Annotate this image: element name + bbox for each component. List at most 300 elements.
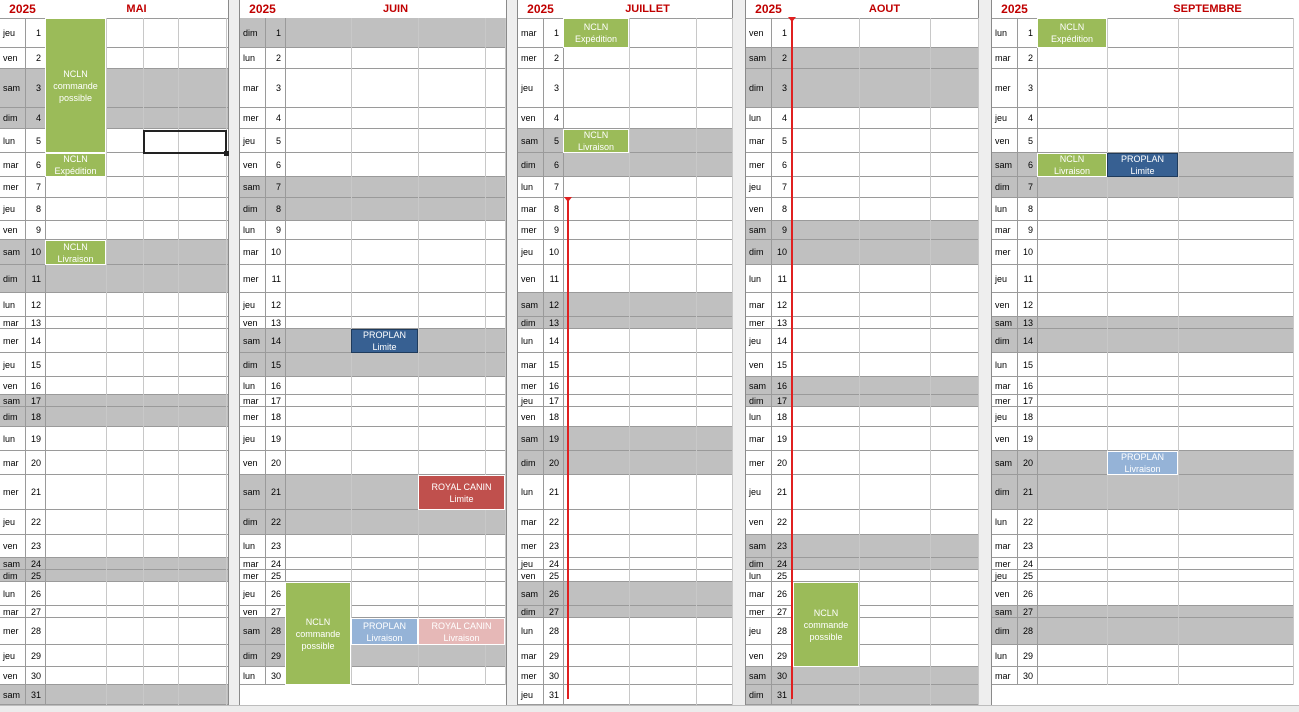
weekday-label: mar xyxy=(995,380,1011,391)
weekday-label: sam xyxy=(995,159,1013,170)
day-row[interactable] xyxy=(0,510,228,535)
day-number: 8 xyxy=(553,204,559,214)
day-number: 23 xyxy=(1022,541,1033,551)
weekday-label: dim xyxy=(521,457,536,468)
day-row[interactable] xyxy=(0,618,228,645)
day-row[interactable] xyxy=(518,451,732,475)
month-separator xyxy=(732,0,746,711)
day-row[interactable] xyxy=(0,177,228,198)
day-row[interactable] xyxy=(746,177,978,198)
grid-column-line xyxy=(1017,18,1018,685)
calendar-event[interactable] xyxy=(418,475,505,510)
day-row[interactable] xyxy=(0,240,228,265)
day-row[interactable] xyxy=(0,407,228,427)
day-row[interactable] xyxy=(746,353,978,377)
day-number: 6 xyxy=(35,159,41,170)
calendar-event[interactable] xyxy=(1107,451,1178,475)
day-number: 1 xyxy=(35,27,41,38)
weekday-label: ven xyxy=(3,670,18,681)
weekday-label: jeu xyxy=(3,359,16,370)
day-number: 4 xyxy=(781,113,787,123)
day-row[interactable] xyxy=(518,69,732,108)
day-row[interactable] xyxy=(518,329,732,353)
month-name: JUIN xyxy=(382,3,409,15)
day-number: 6 xyxy=(275,159,281,170)
day-number: 13 xyxy=(548,317,559,328)
day-number: 16 xyxy=(548,380,559,391)
weekday-label: ven xyxy=(521,113,536,123)
day-row[interactable] xyxy=(240,108,506,129)
month-mai xyxy=(0,0,228,711)
weekday-label: sam xyxy=(521,588,539,599)
day-row[interactable] xyxy=(746,221,978,240)
day-number: 24 xyxy=(30,558,41,569)
calendar-event[interactable] xyxy=(563,129,629,153)
day-number: 6 xyxy=(553,159,559,170)
day-row[interactable] xyxy=(518,606,732,618)
fill-handle[interactable] xyxy=(224,151,229,156)
day-row[interactable] xyxy=(518,618,732,645)
calendar-event[interactable] xyxy=(1037,18,1107,48)
day-row[interactable] xyxy=(0,353,228,377)
grid-column-line xyxy=(696,18,697,705)
day-row[interactable] xyxy=(518,353,732,377)
day-row[interactable] xyxy=(746,645,978,667)
calendar-event[interactable] xyxy=(563,18,629,48)
day-number: 9 xyxy=(35,225,41,235)
day-row[interactable] xyxy=(746,377,978,395)
day-row[interactable] xyxy=(240,535,506,558)
day-number: 22 xyxy=(776,517,787,527)
weekday-label: lun xyxy=(995,359,1008,370)
day-number: 27 xyxy=(548,606,559,617)
weekday-label: mer xyxy=(749,159,765,170)
day-row[interactable] xyxy=(0,377,228,395)
day-number: 7 xyxy=(553,182,559,192)
day-row[interactable] xyxy=(746,570,978,582)
grid-column-line xyxy=(978,18,979,705)
weekday-label: mer xyxy=(995,558,1011,569)
calendar-event[interactable] xyxy=(351,329,418,353)
day-row[interactable] xyxy=(240,153,506,177)
weekday-label: sam xyxy=(749,53,767,63)
event-label-line: Livraison xyxy=(366,632,403,643)
day-number: 11 xyxy=(271,273,281,284)
weekday-label: sam xyxy=(749,225,767,235)
day-row[interactable] xyxy=(240,221,506,240)
day-number: 29 xyxy=(30,650,41,661)
day-number: 12 xyxy=(1022,299,1033,310)
weekday-label: mer xyxy=(243,411,259,422)
day-row[interactable] xyxy=(240,240,506,265)
weekday-label: mer xyxy=(243,570,259,581)
day-row[interactable] xyxy=(746,535,978,558)
day-number: 12 xyxy=(776,299,787,310)
weekday-label: sam xyxy=(521,433,539,444)
day-row[interactable] xyxy=(746,685,978,705)
day-row[interactable] xyxy=(240,317,506,329)
day-row[interactable] xyxy=(240,69,506,108)
day-number: 10 xyxy=(548,247,559,257)
day-row[interactable] xyxy=(518,221,732,240)
day-number: 13 xyxy=(270,317,281,328)
day-row[interactable] xyxy=(0,685,228,705)
day-number: 19 xyxy=(548,433,559,444)
day-row[interactable] xyxy=(746,558,978,570)
day-row[interactable] xyxy=(518,177,732,198)
weekday-label: ven xyxy=(995,299,1010,310)
day-number: 23 xyxy=(548,541,559,551)
day-number: 8 xyxy=(781,204,787,214)
weekday-label: mer xyxy=(243,113,259,123)
day-number: 27 xyxy=(776,606,787,617)
calendar-event[interactable] xyxy=(45,240,106,265)
today-marker xyxy=(567,198,569,699)
day-row[interactable] xyxy=(746,293,978,317)
day-row[interactable] xyxy=(746,265,978,293)
day-row[interactable] xyxy=(746,317,978,329)
day-row[interactable] xyxy=(518,240,732,265)
day-row[interactable] xyxy=(518,293,732,317)
day-row[interactable] xyxy=(240,645,506,667)
day-number: 29 xyxy=(776,650,787,661)
day-row[interactable] xyxy=(746,667,978,685)
day-row[interactable] xyxy=(0,570,228,582)
day-row[interactable] xyxy=(0,427,228,451)
day-row[interactable] xyxy=(240,265,506,293)
day-row[interactable] xyxy=(746,510,978,535)
day-number: 9 xyxy=(275,225,281,235)
day-number: 28 xyxy=(270,626,281,636)
day-row[interactable] xyxy=(0,558,228,570)
day-number: 20 xyxy=(776,457,787,468)
day-row[interactable] xyxy=(0,153,228,177)
weekday-label: mar xyxy=(521,204,537,214)
event-label-line: PROPLAN xyxy=(1120,452,1164,462)
day-number: 5 xyxy=(35,135,41,146)
weekday-label: jeu xyxy=(521,83,534,93)
event-label-line: PROPLAN xyxy=(1120,154,1164,164)
day-row[interactable] xyxy=(518,558,732,570)
day-row[interactable] xyxy=(0,395,228,407)
day-number: 26 xyxy=(1022,588,1033,599)
day-row[interactable] xyxy=(746,606,978,618)
day-row[interactable] xyxy=(746,395,978,407)
month-header xyxy=(240,0,506,19)
day-row[interactable] xyxy=(518,48,732,69)
event-label-line: PROPLAN xyxy=(362,620,406,631)
day-row[interactable] xyxy=(518,265,732,293)
weekday-label: jeu xyxy=(3,27,16,38)
day-number: 1 xyxy=(553,27,559,38)
day-row[interactable] xyxy=(746,48,978,69)
day-row[interactable] xyxy=(746,475,978,510)
day-row[interactable] xyxy=(0,582,228,606)
weekday-label: jeu xyxy=(3,650,16,661)
weekday-label: lun xyxy=(749,411,762,422)
grid-column-line xyxy=(505,18,506,685)
day-number: 12 xyxy=(548,299,559,310)
day-row[interactable] xyxy=(518,153,732,177)
day-number: 2 xyxy=(1027,53,1033,63)
day-number: 14 xyxy=(776,335,787,346)
month-separator xyxy=(228,0,240,711)
day-row[interactable] xyxy=(0,645,228,667)
day-number: 6 xyxy=(1027,159,1033,170)
weekday-label: sam xyxy=(749,541,767,551)
weekday-label: sam xyxy=(243,182,261,192)
day-number: 25 xyxy=(548,570,559,581)
weekday-label: sam xyxy=(3,83,21,93)
weekday-label: ven xyxy=(3,225,18,235)
day-row[interactable] xyxy=(240,377,506,395)
day-number: 20 xyxy=(548,457,559,468)
day-row[interactable] xyxy=(746,329,978,353)
day-row[interactable] xyxy=(518,645,732,667)
event-label-line: Livraison xyxy=(443,632,480,643)
day-row[interactable] xyxy=(518,108,732,129)
weekday-label: sam xyxy=(243,626,261,636)
event-label-line: Livraison xyxy=(57,253,94,264)
day-row[interactable] xyxy=(240,510,506,535)
month-separator xyxy=(978,0,992,711)
day-number: 15 xyxy=(30,359,41,370)
grid-column-line xyxy=(178,18,179,705)
day-row[interactable] xyxy=(240,582,506,606)
day-row[interactable] xyxy=(0,317,228,329)
weekday-label: mar xyxy=(521,650,537,661)
day-row[interactable] xyxy=(746,582,978,606)
day-number: 5 xyxy=(781,135,787,146)
day-row[interactable] xyxy=(240,353,506,377)
weekday-label: mer xyxy=(3,626,19,636)
event-label-line: ROYAL CANIN xyxy=(431,620,492,631)
day-row[interactable] xyxy=(518,198,732,221)
weekday-label: mer xyxy=(995,247,1011,257)
event-label-line: Livraison xyxy=(577,142,615,152)
month-header xyxy=(992,0,1293,19)
day-number: 30 xyxy=(30,670,41,681)
weekday-label: jeu xyxy=(3,204,16,214)
weekday-label: jeu xyxy=(243,433,256,444)
weekday-label: sam xyxy=(521,135,539,146)
weekday-label: lun xyxy=(995,204,1008,214)
weekday-label: ven xyxy=(995,588,1010,599)
weekday-label: mar xyxy=(995,225,1011,235)
day-row[interactable] xyxy=(746,198,978,221)
day-number: 20 xyxy=(30,457,41,468)
day-row[interactable] xyxy=(240,451,506,475)
weekday-label: dim xyxy=(3,570,18,581)
weekday-label: mar xyxy=(243,558,259,569)
day-row[interactable] xyxy=(746,618,978,645)
day-number: 21 xyxy=(776,487,787,497)
day-row[interactable] xyxy=(240,667,506,685)
weekday-label: mar xyxy=(3,606,19,617)
weekday-label: jeu xyxy=(521,247,534,257)
day-row[interactable] xyxy=(518,475,732,510)
weekday-label: mer xyxy=(243,273,259,284)
day-row[interactable] xyxy=(240,198,506,221)
weekday-label: dim xyxy=(995,487,1010,497)
weekday-label: jeu xyxy=(749,487,762,497)
event-label-line: commande xyxy=(295,628,341,639)
day-number: 27 xyxy=(270,606,281,617)
day-row[interactable] xyxy=(518,582,732,606)
day-number: 15 xyxy=(548,359,559,370)
weekday-label: ven xyxy=(243,457,258,468)
day-row[interactable] xyxy=(0,48,228,69)
day-row[interactable] xyxy=(746,129,978,153)
weekday-label: lun xyxy=(3,299,16,310)
day-number: 27 xyxy=(30,606,41,617)
day-number: 18 xyxy=(776,411,787,422)
weekday-label: lun xyxy=(3,433,16,444)
weekday-label: dim xyxy=(521,317,536,328)
day-number: 30 xyxy=(270,670,281,681)
weekday-label: mar xyxy=(749,135,765,146)
day-number: 19 xyxy=(30,433,41,444)
day-row[interactable] xyxy=(746,407,978,427)
weekday-label: mar xyxy=(995,541,1011,551)
day-number: 28 xyxy=(1022,626,1033,636)
day-number: 10 xyxy=(270,247,281,257)
day-row[interactable] xyxy=(518,317,732,329)
day-row[interactable] xyxy=(518,570,732,582)
weekday-label: dim xyxy=(749,247,764,257)
day-number: 29 xyxy=(1022,650,1033,661)
weekday-label: dim xyxy=(995,626,1010,636)
weekday-label: mer xyxy=(749,606,765,617)
day-row[interactable] xyxy=(240,293,506,317)
day-row[interactable] xyxy=(240,427,506,451)
weekday-label: mer xyxy=(521,541,537,551)
day-number: 26 xyxy=(548,588,559,599)
weekday-label: jeu xyxy=(995,570,1008,581)
month-name: SEPTEMBRE xyxy=(1173,3,1242,15)
day-number: 25 xyxy=(1022,570,1033,581)
day-row[interactable] xyxy=(240,129,506,153)
day-number: 2 xyxy=(781,53,787,63)
day-row[interactable] xyxy=(0,198,228,221)
day-number: 4 xyxy=(1027,113,1033,123)
day-row[interactable] xyxy=(518,395,732,407)
day-row[interactable] xyxy=(240,606,506,618)
day-row[interactable] xyxy=(240,48,506,69)
day-row[interactable] xyxy=(240,558,506,570)
weekday-label: dim xyxy=(995,335,1010,346)
day-number: 27 xyxy=(1022,606,1033,617)
day-row[interactable] xyxy=(0,535,228,558)
weekday-label: jeu xyxy=(749,335,762,346)
event-label-line: NCLN xyxy=(1059,154,1085,164)
day-row[interactable] xyxy=(746,240,978,265)
day-row[interactable] xyxy=(518,510,732,535)
event-label-line: NCLN xyxy=(813,607,839,618)
day-number: 13 xyxy=(30,317,41,328)
day-row[interactable] xyxy=(240,177,506,198)
weekday-label: mer xyxy=(3,182,19,192)
day-row[interactable] xyxy=(0,667,228,685)
day-row[interactable] xyxy=(0,606,228,618)
day-row[interactable] xyxy=(240,18,506,48)
weekday-label: lun xyxy=(243,541,256,551)
day-row[interactable] xyxy=(746,427,978,451)
selected-cell[interactable] xyxy=(143,130,227,154)
weekday-label: mer xyxy=(749,457,765,468)
day-row[interactable] xyxy=(0,108,228,129)
day-row[interactable] xyxy=(746,69,978,108)
grid-column-line xyxy=(543,18,544,705)
day-row[interactable] xyxy=(518,535,732,558)
weekday-label: sam xyxy=(749,380,767,391)
day-row[interactable] xyxy=(746,108,978,129)
weekday-label: mar xyxy=(749,433,765,444)
day-row[interactable] xyxy=(518,377,732,395)
day-row[interactable] xyxy=(0,18,228,48)
day-number: 17 xyxy=(548,395,559,406)
day-number: 22 xyxy=(270,517,281,527)
day-row[interactable] xyxy=(0,329,228,353)
calendar-event[interactable] xyxy=(1037,153,1107,177)
day-number: 24 xyxy=(776,558,787,569)
month-header xyxy=(746,0,978,19)
day-row[interactable] xyxy=(746,18,978,48)
day-row[interactable] xyxy=(0,293,228,317)
day-number: 2 xyxy=(553,53,559,63)
weekday-label: jeu xyxy=(243,299,256,310)
weekday-label: sam xyxy=(3,689,21,700)
calendar-event[interactable] xyxy=(418,618,505,645)
calendar-event[interactable] xyxy=(351,618,418,645)
weekday-label: mar xyxy=(749,588,765,599)
marker-arrow-icon xyxy=(564,197,572,202)
day-row[interactable] xyxy=(0,69,228,108)
day-row[interactable] xyxy=(518,427,732,451)
day-number: 22 xyxy=(30,517,41,527)
grid-column-line xyxy=(1037,18,1038,685)
day-number: 17 xyxy=(270,395,281,406)
day-row[interactable] xyxy=(240,570,506,582)
event-label-line: Expédition xyxy=(574,34,618,44)
day-row[interactable] xyxy=(240,395,506,407)
calendar-event[interactable] xyxy=(45,18,106,153)
day-row[interactable] xyxy=(0,475,228,510)
weekday-label: mar xyxy=(749,299,765,310)
grid-column-line xyxy=(143,18,144,705)
grid-column-line xyxy=(1178,18,1179,685)
event-label-line: PROPLAN xyxy=(362,330,406,340)
calendar-event[interactable] xyxy=(45,153,106,177)
day-row[interactable] xyxy=(240,407,506,427)
day-number: 14 xyxy=(548,335,559,346)
day-row[interactable] xyxy=(746,153,978,177)
day-row[interactable] xyxy=(518,685,732,705)
weekday-label: jeu xyxy=(243,135,256,146)
day-row[interactable] xyxy=(0,265,228,293)
day-row[interactable] xyxy=(518,407,732,427)
calendar-event[interactable] xyxy=(793,582,859,667)
weekday-label: lun xyxy=(995,517,1008,527)
day-row[interactable] xyxy=(746,451,978,475)
day-row[interactable] xyxy=(0,221,228,240)
weekday-label: sam xyxy=(995,457,1013,468)
calendar-event[interactable] xyxy=(285,582,351,685)
day-row[interactable] xyxy=(0,451,228,475)
weekday-label: mer xyxy=(995,395,1011,406)
day-row[interactable] xyxy=(518,667,732,685)
calendar-event[interactable] xyxy=(1107,153,1178,177)
